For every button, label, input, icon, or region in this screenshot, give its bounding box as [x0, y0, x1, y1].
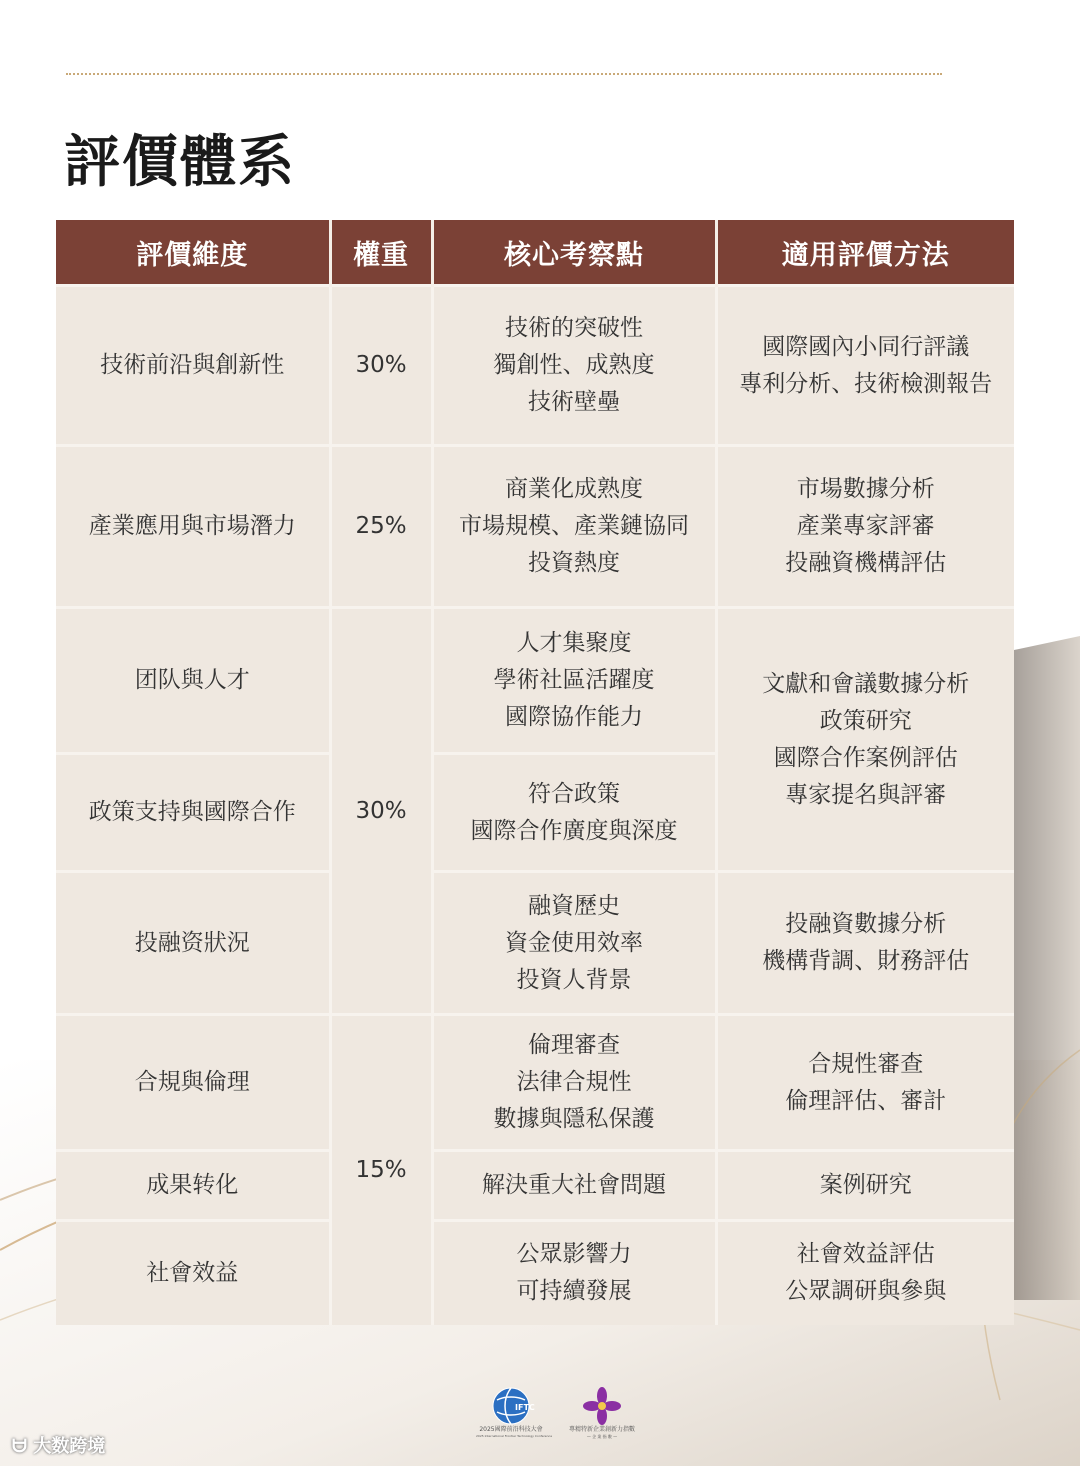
- method-line: 國際國內小同行評議: [762, 333, 970, 360]
- evaluation-table: [56, 220, 1014, 1325]
- methods-cell: [716, 608, 1014, 872]
- focus-cell: [432, 872, 716, 1015]
- weight-cell: 15%: [330, 1015, 432, 1325]
- method-line: 投融資數據分析: [785, 911, 947, 937]
- focus-line: 融資歷史: [528, 892, 620, 919]
- table-row: [56, 446, 1014, 608]
- table-row: [56, 1151, 1014, 1221]
- focus-cell: [432, 754, 716, 872]
- focus-cell: [432, 1015, 716, 1151]
- focus-cell: [432, 446, 716, 608]
- method-line: 產業專家評審: [796, 513, 935, 539]
- dimension-cell: 社會效益: [56, 1221, 330, 1325]
- page-title: 評價體系: [64, 129, 296, 195]
- flower-icon: [582, 1386, 622, 1426]
- table-row: [56, 286, 1014, 446]
- dotted-divider: [66, 73, 942, 75]
- method-line: 國際合作案例評估: [773, 744, 958, 771]
- focus-line: 法律合規性: [516, 1069, 632, 1095]
- method-line: 社會效益評估: [796, 1241, 935, 1268]
- focus-line: 投資熱度: [528, 550, 620, 576]
- method-line: 文獻和會議數據分析: [762, 670, 970, 697]
- focus-line: 獨創性、成熟度: [493, 352, 655, 378]
- weight-cell: 25%: [330, 446, 432, 608]
- dimension-cell: 技術前沿與創新性: [56, 286, 330, 446]
- logo-caption-en: 2025 International Frontier Technology Conference: [476, 1434, 553, 1438]
- focus-line: 符合政策: [528, 780, 620, 807]
- watermark-text: 大数跨境: [33, 1436, 106, 1457]
- iftc-logo: [476, 1386, 553, 1456]
- dimension-cell: 投融资狀況: [56, 872, 330, 1015]
- method-line: 案例研究: [819, 1172, 912, 1198]
- table-row: [56, 872, 1014, 1015]
- globe-icon: [491, 1386, 535, 1426]
- focus-line: 國際合作廣度與深度: [470, 817, 678, 844]
- table-row: [56, 1015, 1014, 1151]
- logo-subcaption: — 企 業 指 數 —: [586, 1434, 618, 1439]
- focus-line: 資金使用效率: [505, 929, 643, 956]
- method-line: 投融資機構評估: [785, 550, 947, 576]
- table-row: [56, 1221, 1014, 1325]
- focus-line: 技術的突破性: [505, 315, 643, 341]
- focus-line: 學術社區活躍度: [493, 667, 655, 693]
- focus-line: 市場規模、產業鏈協同: [459, 513, 689, 539]
- dimension-cell: 政策支持與國際合作: [56, 754, 330, 872]
- methods-cell: [716, 286, 1014, 446]
- dimension-cell: 合規與倫理: [56, 1015, 330, 1151]
- method-line: 政策研究: [819, 707, 912, 734]
- method-line: 機構背調、財務評估: [762, 948, 970, 974]
- iftc-badge: IFTC: [515, 1403, 535, 1412]
- dimension-cell: 团队與人才: [56, 608, 330, 754]
- focus-line: 公眾影響力: [516, 1241, 632, 1268]
- method-line: 合規性審查: [808, 1050, 924, 1077]
- methods-cell: [716, 1151, 1014, 1221]
- method-line: 倫理評估、審計: [785, 1087, 947, 1114]
- dimension-cell: 成果转化: [56, 1151, 330, 1221]
- focus-line: 數據與隱私保護: [493, 1106, 655, 1132]
- method-line: 專家提名與評審: [785, 781, 947, 808]
- logo-caption: 2025國際前沿科技大會: [479, 1426, 543, 1433]
- focus-cell: [432, 286, 716, 446]
- focus-line: 可持續發展: [516, 1278, 632, 1305]
- methods-cell: [716, 446, 1014, 608]
- focus-line: 技術壁壘: [528, 389, 620, 415]
- focus-line: 倫理審查: [528, 1032, 620, 1058]
- focus-line: 商業化成熟度: [505, 476, 643, 502]
- weight-cell: 30%: [330, 608, 432, 1015]
- focus-cell: [432, 1221, 716, 1325]
- focus-line: 人才集聚度: [516, 630, 632, 656]
- watermark-icon: ᗨ: [12, 1436, 34, 1457]
- method-line: 公眾調研與參與: [785, 1278, 947, 1305]
- focus-cell: [432, 608, 716, 754]
- watermark: [12, 1432, 105, 1458]
- footer-logos: [476, 1386, 636, 1456]
- method-line: 市場數據分析: [796, 476, 935, 502]
- header-methods: 適用評價方法: [716, 220, 1014, 286]
- focus-line: 國際協作能力: [505, 704, 643, 730]
- index-logo: [568, 1386, 636, 1456]
- table-row: [56, 608, 1014, 754]
- header-focus: 核心考察點: [432, 220, 716, 286]
- focus-line: 解決重大社會問題: [482, 1172, 666, 1198]
- methods-cell: [716, 1015, 1014, 1151]
- focus-line: 投資人背景: [516, 966, 632, 993]
- weight-cell: 30%: [330, 286, 432, 446]
- logo-caption: 專精特新企業創新力指數: [568, 1426, 635, 1433]
- header-dimension: 評價維度: [56, 220, 330, 286]
- methods-cell: [716, 872, 1014, 1015]
- method-line: 專利分析、技術檢測報告: [739, 370, 993, 397]
- header-weight: 權重: [330, 220, 432, 286]
- methods-cell: [716, 1221, 1014, 1325]
- table-header-row: [56, 220, 1014, 286]
- dimension-cell: 產業應用與市場潛力: [56, 446, 330, 608]
- focus-cell: [432, 1151, 716, 1221]
